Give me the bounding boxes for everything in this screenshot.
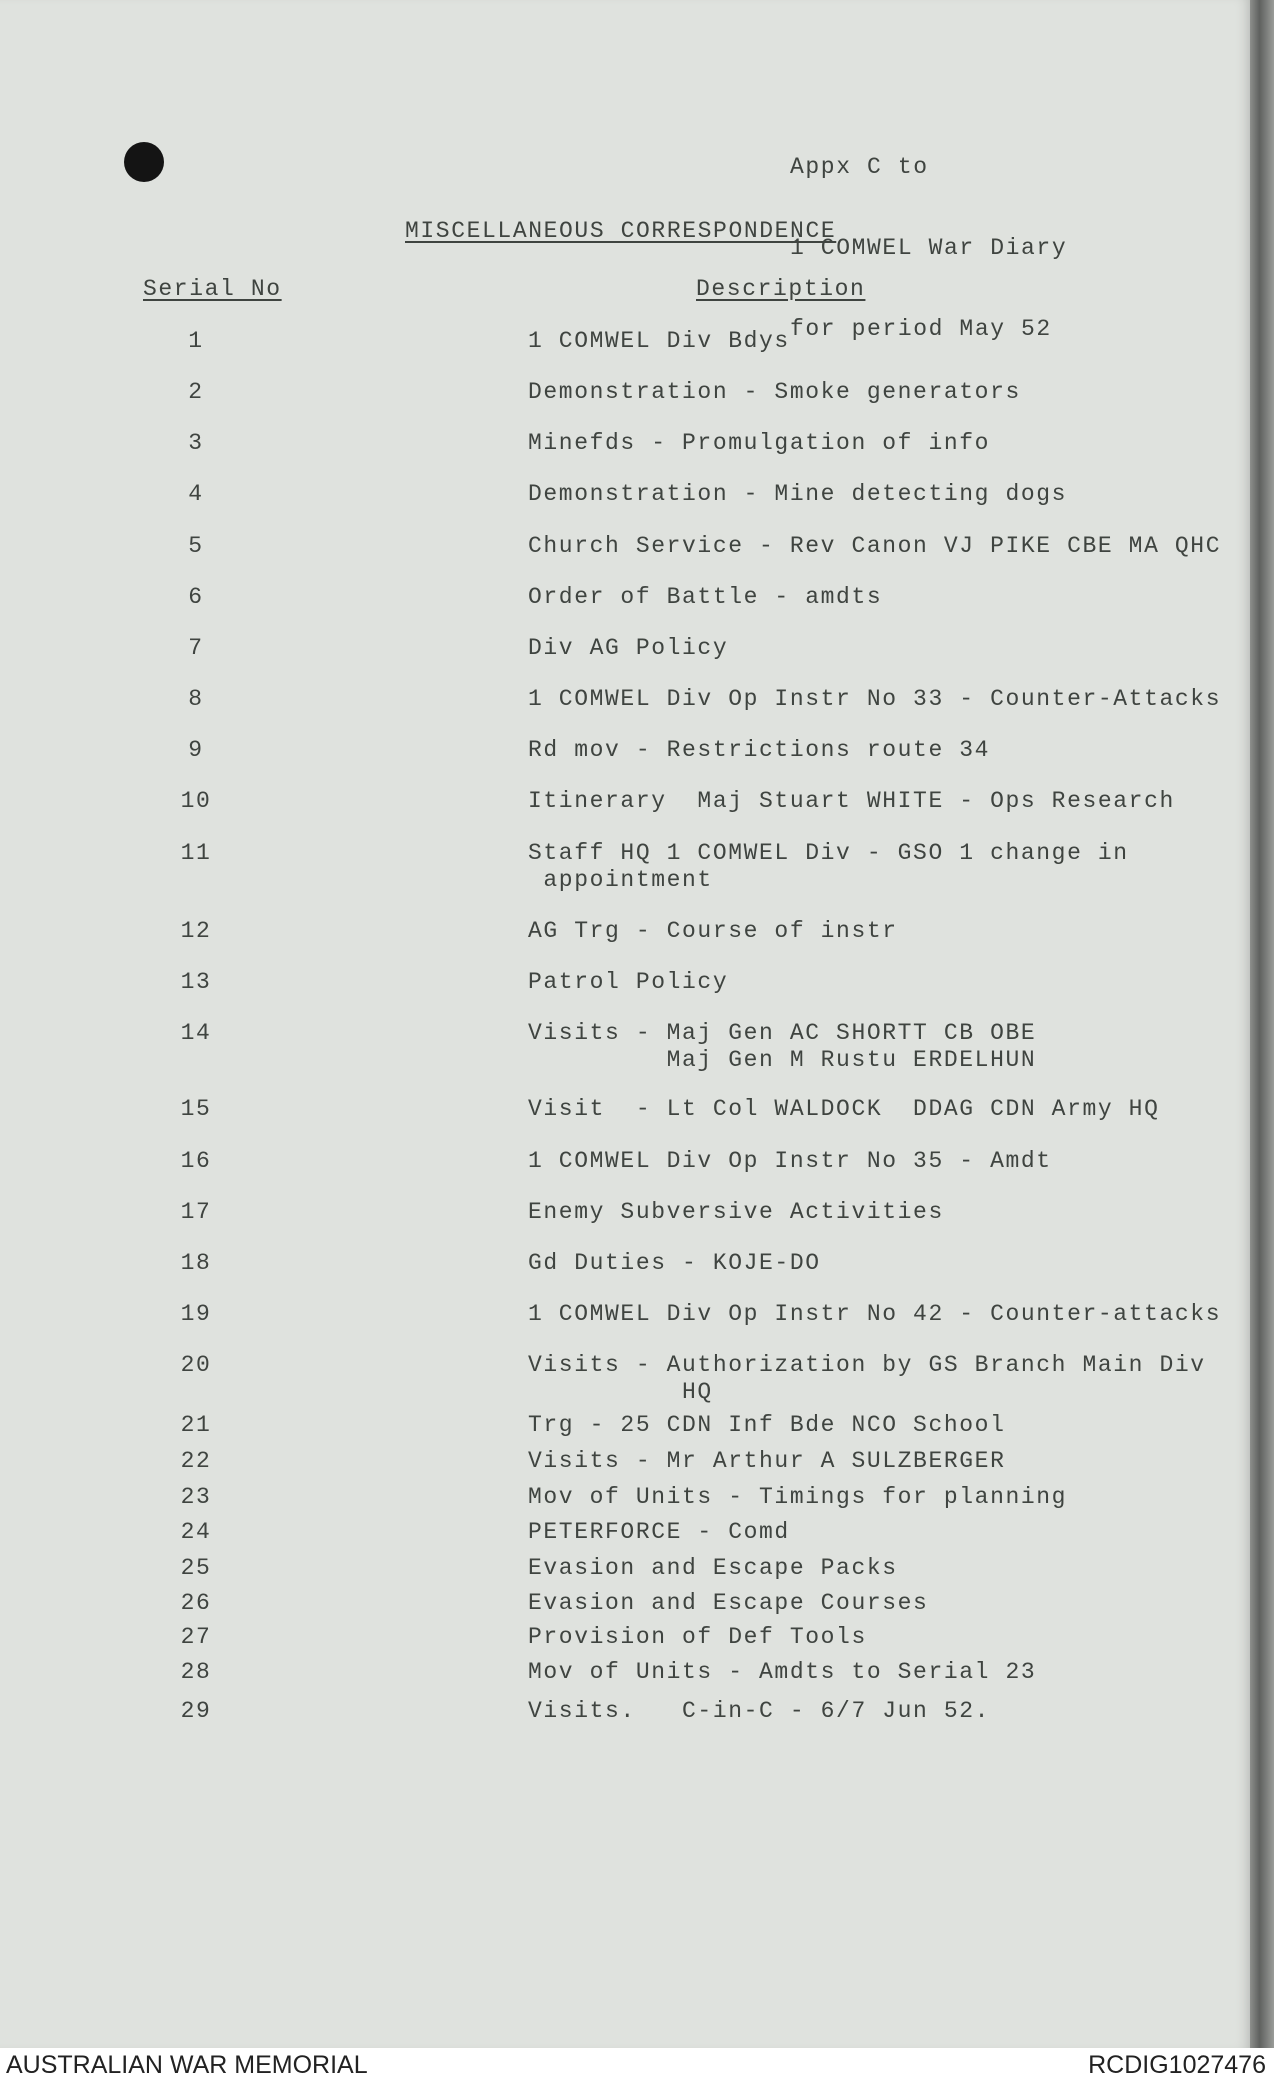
entry-description: Visits. C-in-C - 6/7 Jun 52. xyxy=(528,1698,991,1724)
entry-description: Visits - Authorization by GS Branch Main Div HQ xyxy=(528,1352,1206,1405)
serial-number: 12 xyxy=(180,918,212,944)
description-column-header: Description xyxy=(696,276,866,302)
entry-description: Evasion and Escape Courses xyxy=(528,1590,929,1616)
entry-description: Enemy Subversive Activities xyxy=(528,1199,944,1225)
scan-edge xyxy=(1250,0,1274,2048)
serial-number: 8 xyxy=(188,686,204,712)
serial-number: 13 xyxy=(180,969,212,995)
header-line: 1 COMWEL War Diary xyxy=(790,235,1068,261)
entry-description: Evasion and Escape Packs xyxy=(528,1555,898,1581)
punch-hole xyxy=(124,142,164,182)
entry-description: Div AG Policy xyxy=(528,635,729,661)
entry-description: Visit - Lt Col WALDOCK DDAG CDN Army HQ xyxy=(528,1096,1160,1122)
serial-number: 29 xyxy=(180,1698,212,1724)
archive-name: AUSTRALIAN WAR MEMORIAL xyxy=(6,2051,368,2079)
serial-number: 28 xyxy=(180,1659,212,1685)
entry-description: Church Service - Rev Canon VJ PIKE CBE MA QHC xyxy=(528,533,1222,559)
serial-number: 16 xyxy=(180,1148,212,1174)
archive-reference: RCDIG1027476 xyxy=(1088,2051,1266,2079)
entry-description: Order of Battle - amdts xyxy=(528,584,883,610)
appendix-header xyxy=(790,100,1067,397)
entry-description: Rd mov - Restrictions route 34 xyxy=(528,737,991,763)
document-title: MISCELLANEOUS CORRESPONDENCE xyxy=(405,218,837,244)
serial-number: 22 xyxy=(180,1448,212,1474)
serial-number: 24 xyxy=(180,1519,212,1545)
serial-number: 20 xyxy=(180,1352,212,1378)
entry-description: Gd Duties - KOJE-DO xyxy=(528,1250,821,1276)
serial-number: 26 xyxy=(180,1590,212,1616)
scan-footer xyxy=(0,2048,1274,2082)
entry-description: Demonstration - Mine detecting dogs xyxy=(528,481,1068,507)
entry-description: Visits - Mr Arthur A SULZBERGER xyxy=(528,1448,1006,1474)
serial-number: 21 xyxy=(180,1412,212,1438)
entry-description: 1 COMWEL Div Bdys xyxy=(528,328,790,354)
serial-number: 9 xyxy=(188,737,204,763)
serial-number: 3 xyxy=(188,430,204,456)
serial-number: 10 xyxy=(180,788,212,814)
serial-number: 19 xyxy=(180,1301,212,1327)
serial-number: 6 xyxy=(188,584,204,610)
serial-number: 18 xyxy=(180,1250,212,1276)
entry-description: 1 COMWEL Div Op Instr No 33 - Counter-Attacks xyxy=(528,686,1222,712)
serial-number: 15 xyxy=(180,1096,212,1122)
entry-description: Mov of Units - Amdts to Serial 23 xyxy=(528,1659,1037,1685)
header-line: Appx C to xyxy=(790,154,929,180)
serial-number: 14 xyxy=(180,1020,212,1046)
serial-number: 5 xyxy=(188,533,204,559)
serial-number: 25 xyxy=(180,1555,212,1581)
serial-column-header: Serial No xyxy=(143,276,282,302)
entry-description: PETERFORCE - Comd xyxy=(528,1519,790,1545)
entry-description: AG Trg - Course of instr xyxy=(528,918,898,944)
entry-description: Trg - 25 CDN Inf Bde NCO School xyxy=(528,1412,1006,1438)
serial-number: 23 xyxy=(180,1484,212,1510)
header-line: for period May 52 xyxy=(790,316,1052,342)
serial-number: 7 xyxy=(188,635,204,661)
entry-description: 1 COMWEL Div Op Instr No 35 - Amdt xyxy=(528,1148,1052,1174)
serial-number: 1 xyxy=(188,328,204,354)
entry-description: 1 COMWEL Div Op Instr No 42 - Counter-attacks xyxy=(528,1301,1222,1327)
entry-description: Itinerary Maj Stuart WHITE - Ops Research xyxy=(528,788,1175,814)
serial-number: 17 xyxy=(180,1199,212,1225)
entry-description: Mov of Units - Timings for planning xyxy=(528,1484,1068,1510)
entry-description: Patrol Policy xyxy=(528,969,729,995)
serial-number: 2 xyxy=(188,379,204,405)
entry-description: Provision of Def Tools xyxy=(528,1624,867,1650)
entry-description: Staff HQ 1 COMWEL Div - GSO 1 change in appointment xyxy=(528,840,1129,893)
serial-number: 27 xyxy=(180,1624,212,1650)
entry-description: Demonstration - Smoke generators xyxy=(528,379,1021,405)
entry-description: Minefds - Promulgation of info xyxy=(528,430,991,456)
serial-number: 11 xyxy=(180,840,212,866)
serial-number: 4 xyxy=(188,481,204,507)
entry-description: Visits - Maj Gen AC SHORTT CB OBE Maj Gen M Rustu ERDELHUN xyxy=(528,1020,1037,1073)
